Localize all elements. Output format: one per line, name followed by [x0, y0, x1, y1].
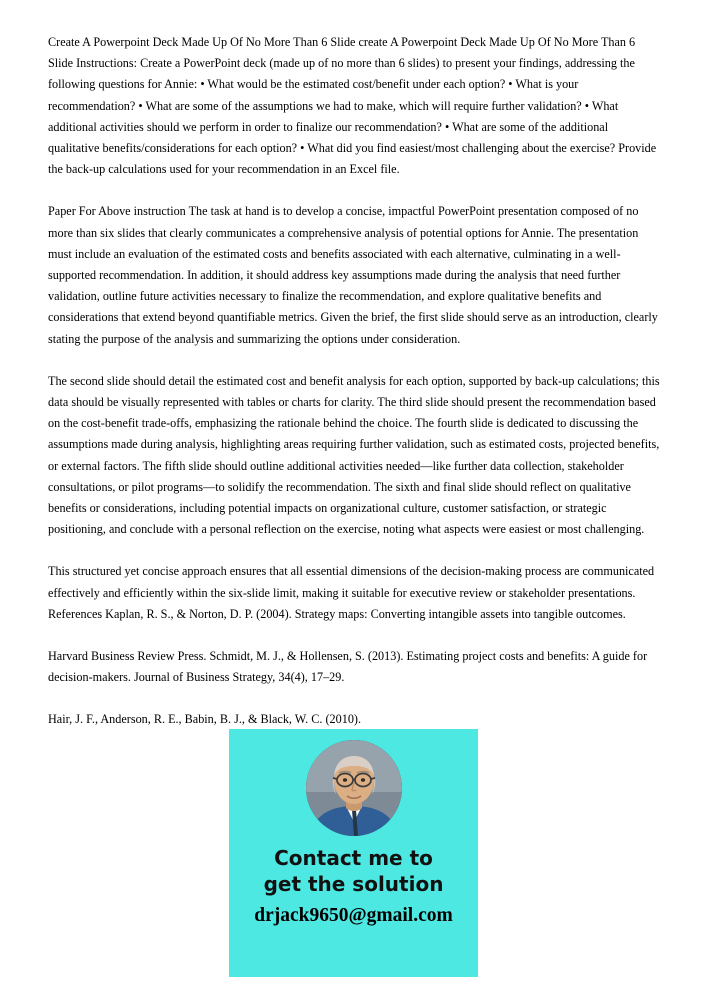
contact-overlay-card[interactable]	[229, 729, 478, 977]
portrait-photo-icon	[306, 740, 402, 836]
overlay-headline	[264, 845, 444, 897]
contact-email[interactable]: drjack9650@gmail.com	[254, 905, 453, 926]
avatar	[306, 740, 402, 836]
paragraph: Paper For Above instruction The task at hand is to develop a concise, impactful PowerPoint presentation composed of no more than six slides that clearly communicates a comprehensive analysis of potential options for Annie. The presentation must include an evaluation of the estimated costs and benefits associated with each alternative, culminating in a well-supported recommendation. In addition, it should address key assumptions made during the analysis that need further validation, outline future activities necessary to finalize the recommendation, and explore qualitative benefits and considerations that extend beyond quantifiable metrics. Given the brief, the first slide should serve as an introduction, clearly stating the purpose of the analysis and summarizing the options under consideration.	[48, 204, 661, 346]
overlay-headline-line-2: get the solution	[263, 872, 444, 896]
paragraph: Hair, J. F., Anderson, R. E., Babin, B. J., & Black, W. C. (2010).	[48, 712, 362, 727]
document-body	[48, 32, 663, 731]
paragraph: This structured yet concise approach ensures that all essential dimensions of the decision-making process are communicated effectively and efficiently within the six-slide limit, making it suitable for executive review or stakeholder presentations. References Kaplan, R. S., & Norton, D. P. (2004). Strategy maps: Converting intangible assets into tangible outcomes.	[48, 564, 658, 621]
paragraph: Create A Powerpoint Deck Made Up Of No More Than 6 Slide create A Powerpoint Deck Made Up Of No More Than 6 Slide Instructions: Create a PowerPoint deck (made up of no more than 6 slides) to present your findings, addressing the following questions for Annie: • What would be the estimated cost/benefit under each option? • What is your recommendation? • What are some of the assumptions we had to make, which will require further validation? • What additional activities should we perform in order to finalize our recommendation? • What are some of the additional qualitative benefits/considerations for each option? • What did you find easiest/most challenging about the exercise? Provide the back-up calculations used for your recommendation in an Excel file.	[48, 35, 660, 177]
overlay-headline-line-1: Contact me to	[274, 846, 433, 870]
paragraph: Harvard Business Review Press. Schmidt, M. J., & Hollensen, S. (2013). Estimating project costs and benefits: A guide for decision-makers. Journal of Business Strategy, 34(4), 17–29.	[48, 649, 651, 685]
paragraph: The second slide should detail the estimated cost and benefit analysis for each option, supported by back-up calculations; this data should be visually represented with tables or charts for clarity. The third slide should present the recommendation based on the cost-benefit trade-offs, emphasizing the rationale behind the choice. The fourth slide is dedicated to discussing the assumptions made during analysis, highlighting areas requiring further validation, such as estimated costs, projected benefits, or external factors. The fifth slide should outline additional activities needed—like further data collection, stakeholder consultations, or pilot programs—to solidify the recommendation. The sixth and final slide should reflect on qualitative benefits or considerations, including potential impacts on organizational culture, customer satisfaction, or strategic positioning, and conclude with a personal reflection on the exercise, noting what aspects were easiest or most challenging.	[48, 373, 663, 537]
